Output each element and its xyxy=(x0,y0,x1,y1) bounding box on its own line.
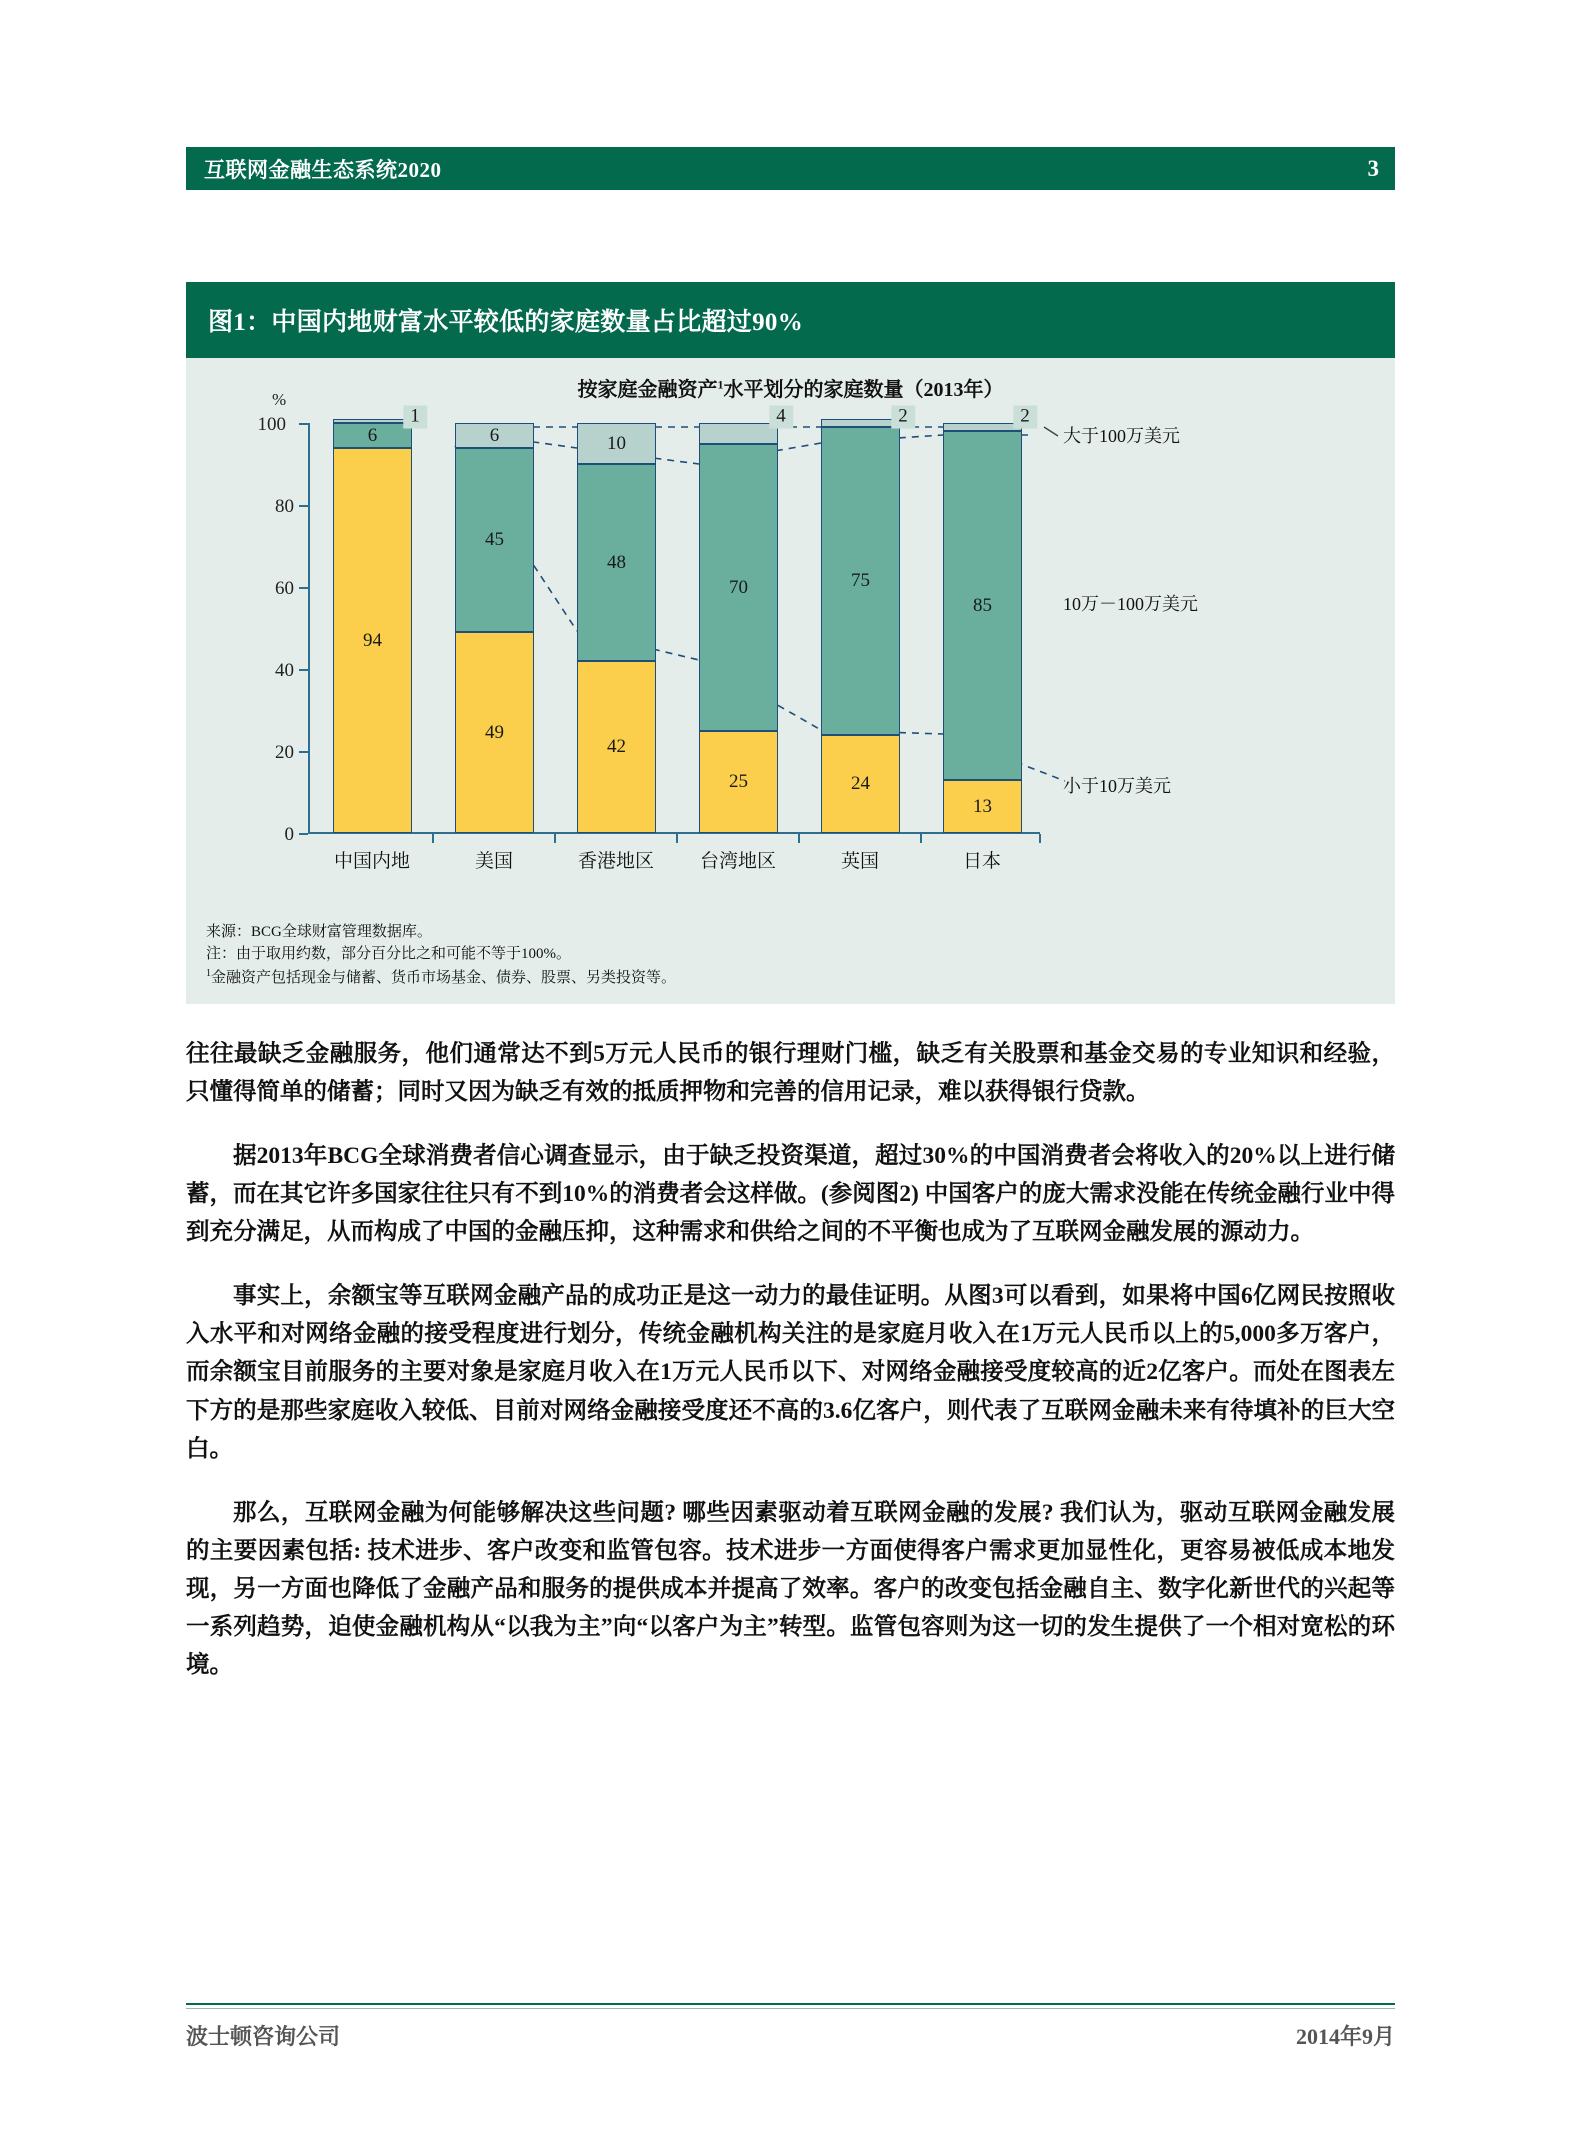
bar-hong-kong xyxy=(577,423,656,833)
exhibit-notes xyxy=(206,921,676,990)
footer-date: 2014年9月 xyxy=(1295,2024,1395,2049)
segment-mid-uk: 75 xyxy=(821,427,900,735)
y-tick-label-20: 20 xyxy=(275,742,294,763)
y-tick-mark-100 xyxy=(299,423,308,425)
bar-china-mainland xyxy=(333,423,412,833)
running-header-title: 互联网金融生态系统2020 xyxy=(204,157,442,182)
legend-label-below-100k: 小于10万美元 xyxy=(1063,776,1171,796)
x-category-taiwan: 台湾地区 xyxy=(699,851,776,872)
y-tick-label-80: 80 xyxy=(275,496,294,517)
y-tick-mark-80 xyxy=(299,505,308,507)
exhibit-header-bar xyxy=(186,282,1395,358)
chart-subtitle-rest: 水平划分的家庭数量（2013年） xyxy=(723,379,1004,401)
y-tick-label-0: 0 xyxy=(284,824,294,845)
page-number: 3 xyxy=(1367,155,1379,181)
bar-usa xyxy=(455,423,534,833)
paragraph-4: 那么，互联网金融为何能够解决这些问题? 哪些因素驱动着互联网金融的发展? 我们认为，驱动互联网金融发展的主要因素包括: 技术进步、客户改变和监管包容。技术进步一方面使得客户需求更加显性化，更容易被低成本地发现，另一方面也降低了金融产品和服务的提供成本并提高了效率。客户的改变包括金融自主、数字化新世代的兴起等一系列趋势，迫使金融机构从“以我为主”向“以客户为主”转型。监管包容则为这一切的发生提供了一个相对宽松的环境。 xyxy=(186,1499,1395,1678)
x-category-japan: 日本 xyxy=(962,851,1001,872)
x-tick-mark-1 xyxy=(432,834,434,843)
x-category-china-mainland: 中国内地 xyxy=(333,851,410,872)
exhibit-figure-1 xyxy=(186,282,1395,1004)
paragraph-2: 据2013年BCG全球消费者信心调查显示，由于缺乏投资渠道，超过30%的中国消费者会将收入的20%以上进行储蓄，而在其它许多国家往往只有不到10%的消费者会这样做。(参阅图2) 中国客户的庞大需求没能在传统金融行业中得到充分满足，从而构成了中国的金融压抑，这种需求和供给之间的不平衡也成为了互联网金融发展的源动力。 xyxy=(186,1143,1395,1246)
legend-label-100k-1m: 10万－100万美元 xyxy=(1063,594,1198,614)
footer-company: 波士顿咨询公司 xyxy=(186,2024,341,2049)
top-label-japan: 2 xyxy=(1013,406,1037,429)
page-footer xyxy=(186,2020,1395,2051)
exhibit-title: 图1：中国内地财富水平较低的家庭数量占比超过90% xyxy=(208,309,804,336)
top-label-uk: 2 xyxy=(891,406,915,429)
exhibit-source: 来源：BCG全球财富管理数据库。 xyxy=(206,923,432,940)
segment-high-hong-kong: 10 xyxy=(577,423,656,464)
segment-low-china-mainland: 94 xyxy=(333,448,412,833)
bar-taiwan xyxy=(699,423,778,833)
paragraph-3: 事实上，余额宝等互联网金融产品的成功正是这一动力的最佳证明。从图3可以看到，如果将中国6亿网民按照收入水平和对网络金融的接受程度进行划分，传统金融机构关注的是家庭月收入在1万元人民币以上的5,000多万客户，而余额宝目前服务的主要对象是家庭月收入在1万元人民币以下、对网络金融接受度较高的近2亿客户。而处在图表左下方的是那些家庭收入较低、目前对网络金融接受度还不高的3.6亿客户，则代表了互联网金融未来有待填补的巨大空白。 xyxy=(186,1283,1395,1462)
chart-subtitle-main: 按家庭金融资产 xyxy=(577,379,718,401)
y-axis-line xyxy=(308,423,310,833)
segment-mid-china-mainland: 6 xyxy=(333,423,412,448)
x-category-usa: 美国 xyxy=(474,851,513,872)
exhibit-footnote xyxy=(206,966,676,990)
chart-subtitle xyxy=(186,373,1395,402)
bar-japan xyxy=(943,423,1022,833)
segment-low-japan: 13 xyxy=(943,780,1022,833)
body-text xyxy=(186,1035,1395,1710)
top-label-taiwan: 4 xyxy=(769,406,793,429)
segment-mid-hong-kong: 48 xyxy=(577,464,656,661)
segment-low-taiwan: 25 xyxy=(699,731,778,834)
bar-uk xyxy=(821,423,900,833)
segment-high-china-mainland xyxy=(333,419,412,423)
running-header xyxy=(186,147,1395,190)
x-category-hong-kong: 香港地区 xyxy=(577,851,654,872)
top-label-china-mainland: 1 xyxy=(403,406,427,429)
y-tick-label-60: 60 xyxy=(275,578,294,599)
y-tick-label-40: 40 xyxy=(275,660,294,681)
x-tick-mark-5 xyxy=(920,834,922,843)
x-tick-mark-6 xyxy=(1039,834,1041,843)
exhibit-footnote-text: 金融资产包括现金与储蓄、货币市场基金、债券、股票、另类投资等。 xyxy=(211,970,677,987)
chart-subtitle-footnote-marker: 1 xyxy=(717,377,724,392)
y-tick-mark-20 xyxy=(299,751,308,753)
legend-label-above-1m: 大于100万美元 xyxy=(1063,426,1180,446)
segment-high-uk xyxy=(821,419,900,427)
footer-rule xyxy=(186,2003,1395,2009)
y-tick-mark-40 xyxy=(299,669,308,671)
x-tick-mark-4 xyxy=(798,834,800,843)
segment-high-taiwan xyxy=(699,423,778,444)
segment-mid-usa: 45 xyxy=(455,448,534,633)
paragraph-1: 往往最缺乏金融服务，他们通常达不到5万元人民币的银行理财门槛，缺乏有关股票和基金交易的专业知识和经验，只懂得简单的储蓄；同时又因为缺乏有效的抵质押物和完善的信用记录，难以获得银行贷款。 xyxy=(186,1041,1395,1106)
exhibit-body xyxy=(186,358,1395,1004)
x-category-uk: 英国 xyxy=(840,851,879,872)
segment-mid-japan: 85 xyxy=(943,431,1022,780)
segment-high-japan xyxy=(943,423,1022,431)
segment-mid-taiwan: 70 xyxy=(699,444,778,731)
segment-low-hong-kong: 42 xyxy=(577,661,656,833)
y-tick-mark-0 xyxy=(299,833,308,835)
exhibit-note: 注：由于取用约数，部分百分比之和可能不等于100%。 xyxy=(206,946,571,963)
x-axis-line xyxy=(308,832,1040,834)
segment-low-uk: 24 xyxy=(821,735,900,833)
segment-high-usa: 6 xyxy=(455,423,534,448)
x-tick-mark-3 xyxy=(676,834,678,843)
y-axis-unit-label: % xyxy=(272,390,287,409)
segment-low-usa: 49 xyxy=(455,632,534,833)
x-tick-mark-2 xyxy=(554,834,556,843)
exhibit-footnote-marker: 1 xyxy=(206,968,211,980)
y-tick-label-100: 100 xyxy=(257,414,286,435)
y-tick-mark-60 xyxy=(299,587,308,589)
